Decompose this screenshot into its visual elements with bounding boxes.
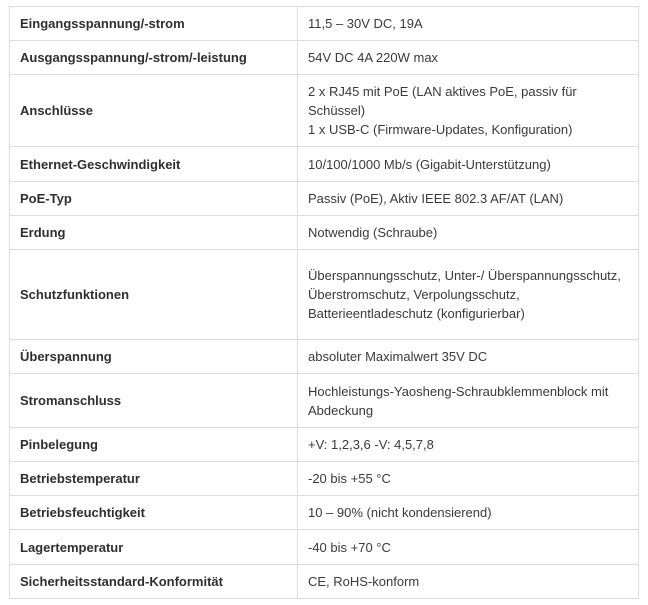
spec-table xyxy=(9,6,639,599)
spec-label: Stromanschluss xyxy=(10,374,298,428)
table-row xyxy=(10,374,639,428)
table-row xyxy=(10,182,639,216)
spec-label: Betriebstemperatur xyxy=(10,462,298,496)
spec-value: 54V DC 4A 220W max xyxy=(298,41,639,75)
spec-value: -40 bis +70 °C xyxy=(298,530,639,565)
table-row xyxy=(10,496,639,530)
spec-label: Erdung xyxy=(10,216,298,250)
spec-value: Hochleistungs-Yaosheng-Schraubklemmenblock mit Abdeckung xyxy=(298,374,639,428)
table-row xyxy=(10,340,639,374)
table-row xyxy=(10,565,639,599)
spec-label: Lagertemperatur xyxy=(10,530,298,565)
spec-value: -20 bis +55 °C xyxy=(298,462,639,496)
table-row xyxy=(10,75,639,147)
spec-value: 10/100/1000 Mb/s (Gigabit-Unterstützung) xyxy=(298,147,639,182)
table-row xyxy=(10,41,639,75)
spec-label: Ausgangsspannung/-strom/-leistung xyxy=(10,41,298,75)
spec-value: Notwendig (Schraube) xyxy=(298,216,639,250)
spec-value: 10 – 90% (nicht kondensierend) xyxy=(298,496,639,530)
spec-label: Sicherheitsstandard-Konformität xyxy=(10,565,298,599)
table-row xyxy=(10,147,639,182)
spec-value: 11,5 – 30V DC, 19A xyxy=(298,7,639,41)
spec-label: PoE-Typ xyxy=(10,182,298,216)
table-row xyxy=(10,7,639,41)
table-row xyxy=(10,216,639,250)
spec-value: Überspannungsschutz, Unter-/ Überspannungsschutz, Überstromschutz, Verpolungsschutz, Batterieentladeschutz (konfigurierbar) xyxy=(298,250,639,340)
spec-value: absoluter Maximalwert 35V DC xyxy=(298,340,639,374)
spec-value: CE, RoHS-konform xyxy=(298,565,639,599)
table-row xyxy=(10,428,639,462)
table-row xyxy=(10,462,639,496)
spec-label: Schutzfunktionen xyxy=(10,250,298,340)
spec-label: Ethernet-Geschwindigkeit xyxy=(10,147,298,182)
spec-label: Eingangsspannung/-strom xyxy=(10,7,298,41)
spec-label: Betriebsfeuchtigkeit xyxy=(10,496,298,530)
table-row xyxy=(10,530,639,565)
spec-label: Überspannung xyxy=(10,340,298,374)
spec-value: Passiv (PoE), Aktiv IEEE 802.3 AF/AT (LAN) xyxy=(298,182,639,216)
spec-value: +V: 1,2,3,6 -V: 4,5,7,8 xyxy=(298,428,639,462)
spec-value: 2 x RJ45 mit PoE (LAN aktives PoE, passiv für Schüssel) 1 x USB-C (Firmware-Updates, Konfiguration) xyxy=(298,75,639,147)
table-row xyxy=(10,250,639,340)
spec-label: Pinbelegung xyxy=(10,428,298,462)
spec-label: Anschlüsse xyxy=(10,75,298,147)
